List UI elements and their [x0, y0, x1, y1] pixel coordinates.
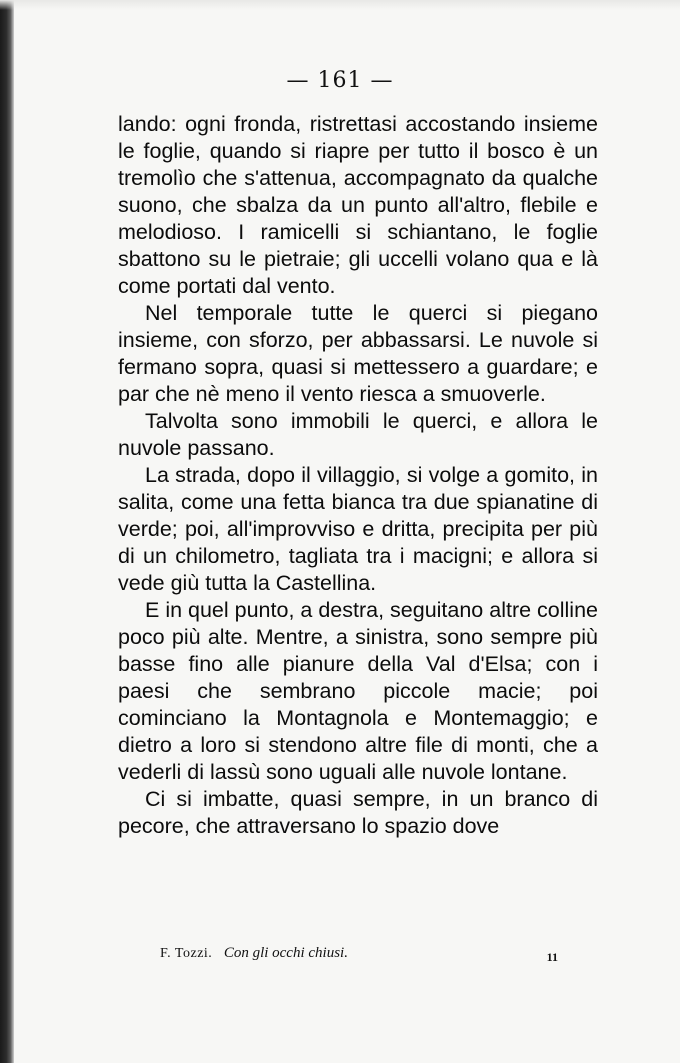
- footer-book-title: Con gli occhi chiusi.: [223, 945, 348, 961]
- page-top-shade: [0, 0, 680, 10]
- footer-author: F. Tozzi.: [160, 946, 213, 961]
- footer-sheet-number: 11: [546, 950, 558, 964]
- page-number: — 161 —: [286, 68, 394, 93]
- paragraph-6: Ci si imbatte, quasi sempre, in un branco di pecore, che attraversano lo spazio dove: [118, 787, 598, 838]
- paragraph-4: La strada, dopo il villaggio, si volge a gomito, in salita, come una fetta bianca tra due spianatine di verde; poi, all'improvviso e dritta, precipita per più di un chilometro, tagliata tra i macigni; e allora si vede giù tutta la Castellina.: [118, 463, 598, 595]
- footer-signature: [160, 945, 348, 962]
- paragraph-1: lando: ogni fronda, ristrettasi accostando insieme le foglie, quando si riapre per tutto il bosco è un tremolìo che s'attenua, accompagnato da qualche suono, che sbalza da un punto all'altro, flebile e melodioso. I ramicelli si schiantano, le foglie sbattono su le pietraie; gli uccelli volano qua e là come portati dal vento.: [118, 112, 598, 298]
- page-footer: [160, 945, 580, 971]
- paragraph-3: Talvolta sono immobili le querci, e allora le nuvole passano.: [118, 409, 598, 460]
- paragraph-2: Nel temporale tutte le querci si piegano insieme, con sforzo, per abbassarsi. Le nuvole si fermano sopra, quasi si mettessero a guardare; e par che nè meno il vento riesca a smuoverle.: [118, 301, 598, 406]
- paragraph-5: E in quel punto, a destra, seguitano altre colline poco più alte. Mentre, a sinistra, sono sempre più basse fino alle pianure della Val d'Elsa; con i paesi che sembrano piccole macie; poi cominciano la Montagnola e Montemaggio; e dietro a loro si stendono altre file di monti, che a vederli di lassù sono uguali alle nuvole lontane.: [118, 598, 598, 784]
- body-text: [118, 111, 598, 840]
- book-binding-edge: [0, 0, 14, 1063]
